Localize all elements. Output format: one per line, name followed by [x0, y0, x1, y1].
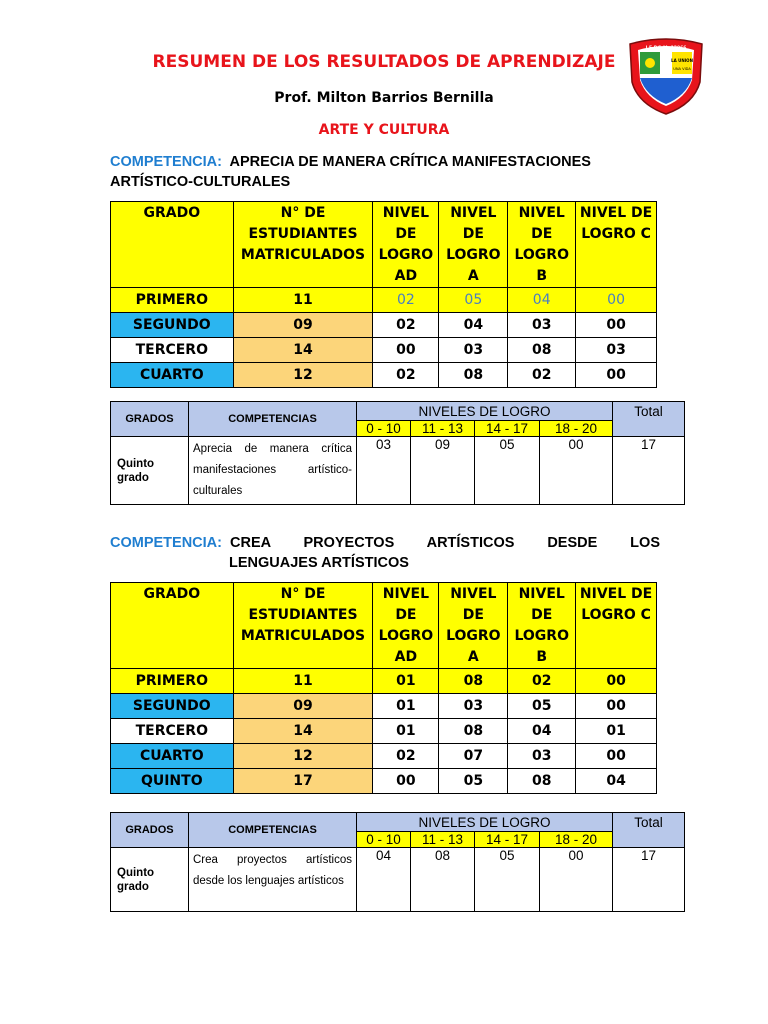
header-grados: GRADOS: [111, 813, 189, 848]
count-cell: 11: [233, 288, 373, 313]
range-cell: 0 - 10: [357, 421, 411, 437]
level-cell: 00: [576, 363, 657, 388]
grade-cell: SEGUNDO: [111, 694, 234, 719]
table-row: [111, 437, 685, 505]
table-row: [111, 769, 657, 794]
level-cell: 00: [540, 848, 613, 912]
level-cell: 03: [357, 437, 411, 505]
competencia-name-line2: ARTÍSTICO-CULTURALES: [110, 174, 291, 190]
competencia-name-line2: LENGUAJES ARTÍSTICOS: [229, 555, 409, 571]
level-cell: 03: [439, 694, 508, 719]
range-cell: 14 - 17: [475, 421, 540, 437]
grade-cell: PRIMERO: [111, 669, 234, 694]
level-cell: 03: [508, 744, 576, 769]
table-row: [111, 848, 685, 912]
level-cell: 00: [576, 694, 657, 719]
level-cell: 08: [439, 363, 508, 388]
competencia-name-line1: APRECIA DE MANERA CRÍTICA MANIFESTACIONES: [229, 154, 591, 170]
header-niveles: NIVELES DE LOGRO: [357, 402, 613, 421]
table-row: [111, 694, 657, 719]
level-cell: 03: [439, 338, 508, 363]
count-cell: 14: [233, 719, 373, 744]
header-nivel-b: NIVEL DE LOGRO B: [508, 202, 576, 288]
count-cell: 17: [233, 769, 373, 794]
level-cell: 01: [373, 694, 439, 719]
level-cell: 08: [439, 669, 508, 694]
competencia-label: COMPETENCIA:: [110, 535, 222, 551]
level-cell: 01: [576, 719, 657, 744]
subject-name: ARTE Y CULTURA: [318, 122, 450, 138]
table-row: [111, 719, 657, 744]
grade-cell: TERCERO: [111, 719, 234, 744]
professor-name: Prof. Milton Barrios Bernilla: [274, 90, 494, 106]
level-cell: 08: [508, 769, 576, 794]
grade-cell: SEGUNDO: [111, 313, 234, 338]
header-nivel-ad: NIVEL DE LOGRO AD: [373, 202, 439, 288]
table-row: [111, 338, 657, 363]
level-cell: 00: [576, 288, 657, 313]
level-cell: 08: [508, 338, 576, 363]
table-row: [111, 669, 657, 694]
header-estudiantes: N° DE ESTUDIANTES MATRICULADOS: [233, 583, 373, 669]
table-row: [111, 313, 657, 338]
competencia-2-heading: [110, 533, 660, 573]
level-cell: 07: [439, 744, 508, 769]
level-cell: 02: [373, 744, 439, 769]
range-cell: 18 - 20: [540, 832, 613, 848]
level-cell: 05: [439, 769, 508, 794]
competencia-name-line1: CREA PROYECTOS ARTÍSTICOS DESDE LOS: [230, 535, 660, 551]
level-cell: 02: [508, 669, 576, 694]
grade-cell: PRIMERO: [111, 288, 234, 313]
page-title: RESUMEN DE LOS RESULTADOS DE APRENDIZAJE: [152, 52, 616, 72]
range-cell: 11 - 13: [411, 421, 475, 437]
competencia-1-heading: [110, 152, 660, 192]
count-cell: 09: [233, 694, 373, 719]
count-cell: 12: [233, 363, 373, 388]
level-cell: 05: [508, 694, 576, 719]
crest-text-bottom: UNA VIDA: [673, 67, 691, 71]
level-cell: 01: [373, 719, 439, 744]
level-cell: 02: [508, 363, 576, 388]
header-competencias: COMPETENCIAS: [189, 813, 357, 848]
header-nivel-a: NIVEL DE LOGRO A: [439, 202, 508, 288]
level-cell: 04: [508, 288, 576, 313]
count-cell: 12: [233, 744, 373, 769]
header-competencias: COMPETENCIAS: [189, 402, 357, 437]
header-nivel-c: NIVEL DE LOGRO C: [576, 202, 657, 288]
level-cell: 00: [373, 769, 439, 794]
level-cell: 04: [508, 719, 576, 744]
school-crest-logo: [626, 38, 706, 116]
level-cell: 04: [439, 313, 508, 338]
summary-table-2: [110, 812, 685, 912]
level-cell: 08: [411, 848, 475, 912]
level-cell: 02: [373, 288, 439, 313]
level-cell: 05: [439, 288, 508, 313]
grade-cell: TERCERO: [111, 338, 234, 363]
level-cell: 04: [576, 769, 657, 794]
level-cell: 00: [576, 669, 657, 694]
header-estudiantes: N° DE ESTUDIANTES MATRICULADOS: [233, 202, 373, 288]
level-cell: 02: [373, 363, 439, 388]
level-cell: 05: [475, 437, 540, 505]
grade-cell: Quinto grado: [111, 848, 189, 912]
header-nivel-b: NIVEL DE LOGRO B: [508, 583, 576, 669]
grade-cell: QUINTO: [111, 769, 234, 794]
level-cell: 00: [373, 338, 439, 363]
total-cell: 17: [613, 437, 685, 505]
header-niveles: NIVELES DE LOGRO: [357, 813, 613, 832]
table-row: [111, 288, 657, 313]
total-cell: 17: [613, 848, 685, 912]
grade-cell: Quinto grado: [111, 437, 189, 505]
level-cell: 00: [576, 313, 657, 338]
header-nivel-a: NIVEL DE LOGRO A: [439, 583, 508, 669]
header-total: Total: [613, 402, 685, 437]
summary-table-1: [110, 401, 685, 505]
header-nivel-ad: NIVEL DE LOGRO AD: [373, 583, 439, 669]
table-row: [111, 744, 657, 769]
level-cell: 01: [373, 669, 439, 694]
count-cell: 09: [233, 313, 373, 338]
count-cell: 11: [233, 669, 373, 694]
range-cell: 14 - 17: [475, 832, 540, 848]
level-cell: 05: [475, 848, 540, 912]
header-grados: GRADOS: [111, 402, 189, 437]
crest-text-mid: LA UNION: [671, 58, 693, 63]
range-cell: 18 - 20: [540, 421, 613, 437]
competencia-cell: Aprecia de manera crítica manifestaciones artístico-culturales: [189, 437, 357, 505]
table-row: [111, 363, 657, 388]
grade-cell: CUARTO: [111, 363, 234, 388]
level-cell: 03: [576, 338, 657, 363]
level-cell: 00: [540, 437, 613, 505]
results-table-1: [110, 201, 657, 388]
competencia-label: COMPETENCIA:: [110, 154, 222, 170]
header-nivel-c: NIVEL DE LOGRO C: [576, 583, 657, 669]
level-cell: 08: [439, 719, 508, 744]
results-table-2: [110, 582, 657, 794]
level-cell: 00: [576, 744, 657, 769]
level-cell: 02: [373, 313, 439, 338]
level-cell: 04: [357, 848, 411, 912]
header-grado: GRADO: [111, 202, 234, 288]
level-cell: 09: [411, 437, 475, 505]
count-cell: 14: [233, 338, 373, 363]
header-total: Total: [613, 813, 685, 848]
grade-cell: CUARTO: [111, 744, 234, 769]
range-cell: 11 - 13: [411, 832, 475, 848]
level-cell: 03: [508, 313, 576, 338]
header-grado: GRADO: [111, 583, 234, 669]
range-cell: 0 - 10: [357, 832, 411, 848]
competencia-cell: Crea proyectos artísticos desde los lenguajes artísticos: [189, 848, 357, 912]
crest-text-top: I.E.P.S.M. 12066: [645, 46, 687, 51]
